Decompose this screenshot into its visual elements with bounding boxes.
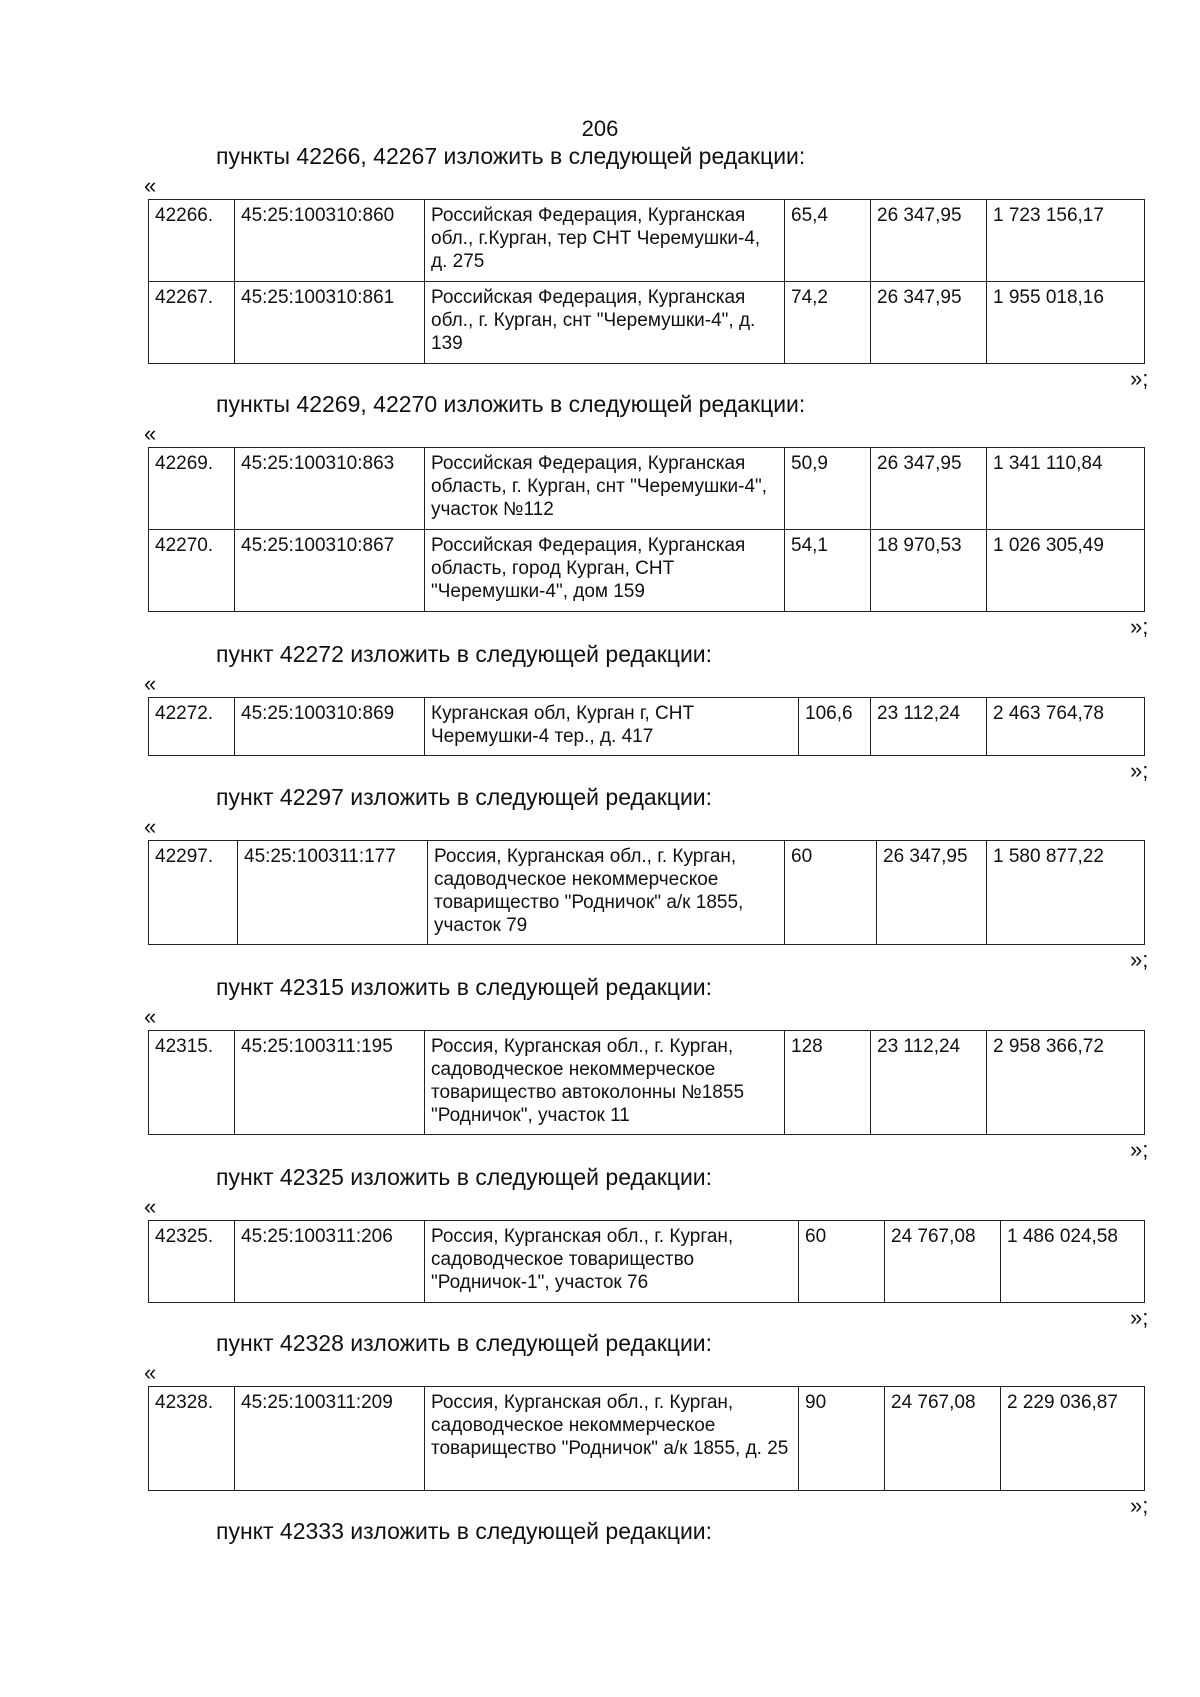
table-row <box>149 448 1145 530</box>
opening-quote: « <box>144 421 157 446</box>
area-cell: 90 <box>799 1387 885 1491</box>
total-value-cell: 1 341 110,84 <box>987 448 1145 530</box>
area-cell: 65,4 <box>785 200 871 282</box>
cadastral-number-cell: 45:25:100311:209 <box>235 1387 425 1491</box>
area-cell: 54,1 <box>785 530 871 612</box>
closing-quote: »; <box>1130 947 1149 972</box>
section-heading: пункт 42325 изложить в следующей редакции: <box>216 1164 713 1190</box>
unit-price-cell: 18 970,53 <box>871 530 987 612</box>
total-value-cell: 1 955 018,16 <box>987 282 1145 364</box>
unit-price-cell: 26 347,95 <box>877 841 987 945</box>
area-cell: 74,2 <box>785 282 871 364</box>
item-number-cell: 42328. <box>149 1387 235 1491</box>
area-cell: 106,6 <box>799 698 871 756</box>
address-cell: Российская Федерация, Курганская обл., г.Курган, тер СНТ Черемушки-4, д. 275 <box>425 200 785 282</box>
total-value-cell: 2 229 036,87 <box>1001 1387 1145 1491</box>
cadastral-number-cell: 45:25:100310:860 <box>235 200 425 282</box>
unit-price-cell: 24 767,08 <box>885 1221 1001 1303</box>
property-table <box>148 697 1145 756</box>
closing-quote: »; <box>1130 1137 1149 1162</box>
address-cell: Курганская обл, Курган г, СНТ Черемушки-4 тер., д. 417 <box>425 698 799 756</box>
unit-price-cell: 26 347,95 <box>871 448 987 530</box>
table-row <box>149 282 1145 364</box>
cadastral-number-cell: 45:25:100310:867 <box>235 530 425 612</box>
table-row <box>149 841 1145 945</box>
area-cell: 128 <box>785 1031 871 1135</box>
item-number-cell: 42325. <box>149 1221 235 1303</box>
unit-price-cell: 26 347,95 <box>871 200 987 282</box>
item-number-cell: 42270. <box>149 530 235 612</box>
closing-quote: »; <box>1130 1493 1149 1518</box>
area-cell: 60 <box>799 1221 885 1303</box>
cadastral-number-cell: 45:25:100311:177 <box>238 841 428 945</box>
section-heading: пункт 42328 изложить в следующей редакции: <box>216 1330 713 1356</box>
address-cell: Россия, Курганская обл., г. Курган, садоводческое товарищество "Родничок-1", участок 76 <box>425 1221 799 1303</box>
table-row <box>149 200 1145 282</box>
table-row <box>149 1031 1145 1135</box>
page-number: 206 <box>581 116 619 141</box>
section-heading: пункт 42272 изложить в следующей редакции: <box>216 641 713 667</box>
cadastral-number-cell: 45:25:100311:195 <box>235 1031 425 1135</box>
opening-quote: « <box>144 1194 157 1219</box>
property-table <box>148 1386 1145 1491</box>
address-cell: Российская Федерация, Курганская область, город Курган, СНТ "Черемушки-4", дом 159 <box>425 530 785 612</box>
closing-quote: »; <box>1130 614 1149 639</box>
area-cell: 50,9 <box>785 448 871 530</box>
closing-quote: »; <box>1130 1305 1149 1330</box>
section-heading: пункт 42315 изложить в следующей редакции: <box>216 974 713 1000</box>
cadastral-number-cell: 45:25:100310:861 <box>235 282 425 364</box>
total-value-cell: 1 580 877,22 <box>987 841 1145 945</box>
table-row <box>149 530 1145 612</box>
table-row <box>149 1221 1145 1303</box>
property-table <box>148 199 1145 364</box>
closing-quote: »; <box>1130 758 1149 783</box>
total-value-cell: 2 958 366,72 <box>987 1031 1145 1135</box>
item-number-cell: 42267. <box>149 282 235 364</box>
section-heading: пункты 42266, 42267 изложить в следующей редакции: <box>216 143 806 169</box>
address-cell: Россия, Курганская обл., г. Курган, садоводческое некоммерческое товарищество "Родничок" а/к 1855, участок 79 <box>428 841 785 945</box>
cadastral-number-cell: 45:25:100311:206 <box>235 1221 425 1303</box>
address-cell: Российская Федерация, Курганская обл., г. Курган, снт "Черемушки-4", д. 139 <box>425 282 785 364</box>
opening-quote: « <box>144 1004 157 1029</box>
item-number-cell: 42269. <box>149 448 235 530</box>
address-cell: Россия, Курганская обл., г. Курган, садоводческое некоммерческое товарищество "Родничок" а/к 1855, д. 25 <box>425 1387 799 1491</box>
item-number-cell: 42272. <box>149 698 235 756</box>
total-value-cell: 1 486 024,58 <box>1001 1221 1145 1303</box>
item-number-cell: 42266. <box>149 200 235 282</box>
area-cell: 60 <box>785 841 877 945</box>
opening-quote: « <box>144 814 157 839</box>
opening-quote: « <box>144 671 157 696</box>
section-heading: пункт 42297 изложить в следующей редакции: <box>216 784 713 810</box>
total-value-cell: 1 723 156,17 <box>987 200 1145 282</box>
section-heading: пункты 42269, 42270 изложить в следующей редакции: <box>216 391 806 417</box>
unit-price-cell: 24 767,08 <box>885 1387 1001 1491</box>
closing-quote: »; <box>1130 366 1149 391</box>
table-row <box>149 1387 1145 1491</box>
opening-quote: « <box>144 173 157 198</box>
cadastral-number-cell: 45:25:100310:869 <box>235 698 425 756</box>
item-number-cell: 42315. <box>149 1031 235 1135</box>
section-heading: пункт 42333 изложить в следующей редакции: <box>216 1518 713 1544</box>
item-number-cell: 42297. <box>149 841 238 945</box>
address-cell: Россия, Курганская обл., г. Курган, садоводческое некоммерческое товарищество автоколонны №1855 "Родничок", участок 11 <box>425 1031 785 1135</box>
property-table <box>148 840 1145 945</box>
property-table <box>148 1220 1145 1303</box>
property-table <box>148 447 1145 612</box>
cadastral-number-cell: 45:25:100310:863 <box>235 448 425 530</box>
table-row <box>149 698 1145 756</box>
unit-price-cell: 23 112,24 <box>871 698 987 756</box>
property-table <box>148 1030 1145 1135</box>
unit-price-cell: 26 347,95 <box>871 282 987 364</box>
opening-quote: « <box>144 1360 157 1385</box>
total-value-cell: 2 463 764,78 <box>987 698 1145 756</box>
address-cell: Российская Федерация, Курганская область, г. Курган, снт "Черемушки-4", участок №112 <box>425 448 785 530</box>
total-value-cell: 1 026 305,49 <box>987 530 1145 612</box>
unit-price-cell: 23 112,24 <box>871 1031 987 1135</box>
